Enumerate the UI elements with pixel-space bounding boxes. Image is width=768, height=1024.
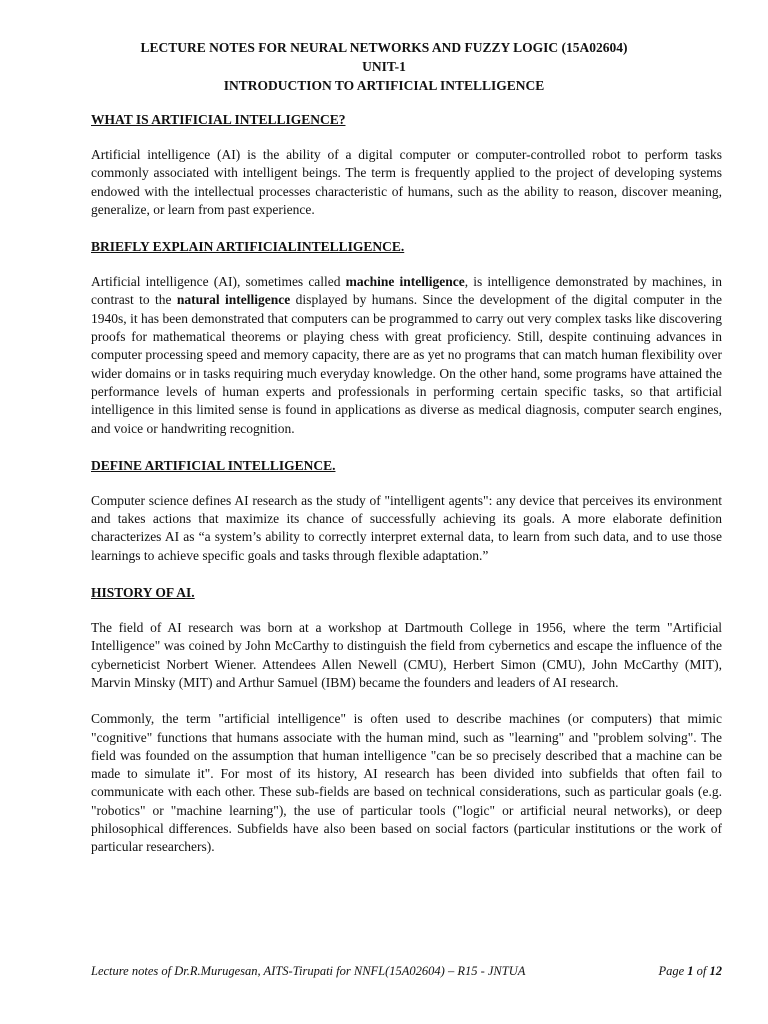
- page-label: Page: [658, 964, 688, 978]
- document-body: [91, 110, 722, 875]
- section-heading-history: HISTORY OF AI.: [91, 585, 195, 601]
- text-run: displayed by humans. Since the development of the digital computer in the 1940s, it has been demonstrated that computers can be programmed to carry out very complex tasks like discovering proofs for mathematical theorems or playing chess with great proficiency. Still, despite continuing advances in computer processing speed and memory capacity, there are as yet no programs that can match human flexibility over wider domains or in tasks requiring much everyday knowledge. On the other hand, some programs have attained the performance levels of human experts and professionals in performing certain specific tasks, so that artificial intelligence in this limited sense is found in applications as diverse as medical diagnosis, computer search engines, and voice or handwriting recognition.: [91, 292, 723, 436]
- paragraph-define-ai: Computer science defines AI research as the study of "intelligent agents": any device that perceives its environment and takes actions that maximize its chance of successfully achieving its goals. A more elaborate definition characterizes AI as “a system’s ability to correctly interpret external data, to learn from such data, and to use those learnings to achieve specific goals and tasks through flexible adaptation.”: [91, 492, 722, 563]
- current-page: 1: [687, 964, 694, 978]
- unit-label: UNIT-1: [362, 59, 406, 74]
- paragraph-what-is-ai: Artificial intelligence (AI) is the ability of a digital computer or computer-controlled robot to perform tasks commonly associated with intelligent beings. The term is frequently applied to the project of developing systems endowed with the intellectual processes characteristic of humans, such as the ability to reason, discover meaning, generalize, or learn from past experience.: [91, 147, 722, 217]
- text-run: Artificial intelligence (AI), sometimes called: [91, 274, 346, 290]
- footer-citation: Lecture notes of Dr.R.Murugesan, AITS-Tirupati for NNFL(15A02604) – R15 - JNTUA: [91, 964, 526, 978]
- total-pages: 12: [709, 964, 722, 978]
- course-title: LECTURE NOTES FOR NEURAL NETWORKS AND FUZZY LOGIC (15A02604): [140, 40, 628, 55]
- chapter-title: INTRODUCTION TO ARTIFICIAL INTELLIGENCE: [223, 78, 545, 93]
- text-run: , is intelligence demonstrated by machines, in contrast to the: [91, 274, 722, 308]
- paragraph-history-2: Commonly, the term "artificial intelligence" is often used to describe machines (or computers) that mimic "cognitive" functions that humans associate with the human mind, such as "learning" and "problem solving". The field was founded on the assumption that human intelligence "can be so precisely described that a machine can be made to simulate it". For most of its history, AI research has been divided into subfields that often fail to communicate with each other. These sub-fields are based on technical considerations, such as particular goals (e.g. "robotics" or "machine learning"), the use of particular tools ("logic" or artificial neural networks), or deep philosophical differences. Subfields have also been based on social factors (particular institutions or the work of particular researchers).: [91, 711, 722, 855]
- document-header: [0, 38, 768, 95]
- paragraph-briefly-explain: [91, 273, 722, 438]
- section-heading-define-ai: DEFINE ARTIFICIAL INTELLIGENCE.: [91, 457, 336, 473]
- bold-term-natural-intelligence: natural intelligence: [176, 292, 291, 308]
- page-of-label: of: [693, 964, 710, 978]
- paragraph-history-1: The field of AI research was born at a workshop at Dartmouth College in 1956, where the term "Artificial Intelligence" was coined by John McCarthy to distinguish the field from cybernetics and escape the influence of the cyberneticist Norbert Wiener. Attendees Allen Newell (CMU), Herbert Simon (CMU), John McCarthy (MIT), Marvin Minsky (MIT) and Arthur Samuel (IBM) became the founders and leaders of AI research.: [91, 620, 722, 690]
- section-heading-what-is-ai: WHAT IS ARTIFICIAL INTELLIGENCE?: [91, 112, 346, 127]
- bold-term-machine-intelligence: machine intelligence: [345, 274, 465, 290]
- section-heading-briefly-explain: BRIEFLY EXPLAIN ARTIFICIALINTELLIGENCE.: [91, 239, 405, 255]
- page-number: [658, 963, 722, 979]
- page-footer: [91, 963, 722, 979]
